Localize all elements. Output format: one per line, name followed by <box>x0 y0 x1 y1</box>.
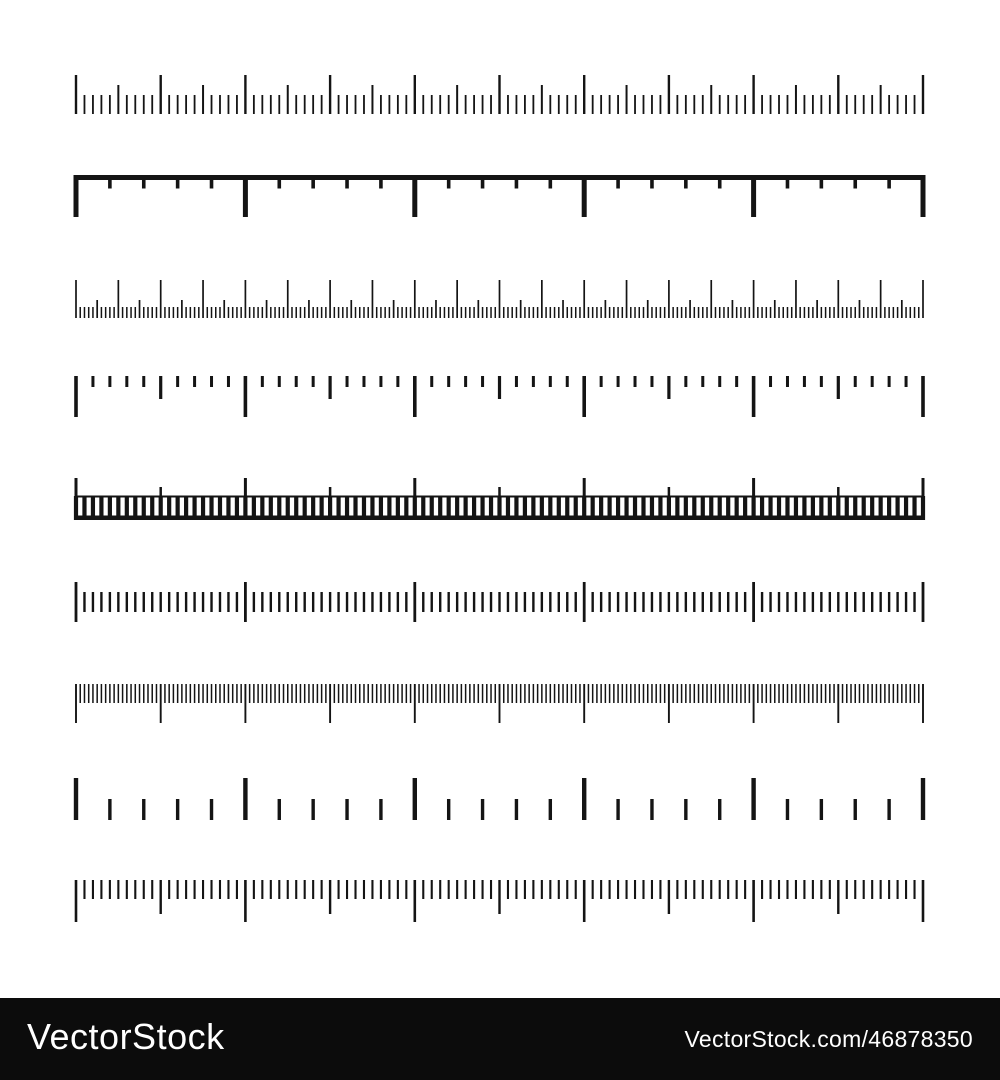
ruler-1 <box>75 75 924 114</box>
ruler-2 <box>74 175 926 217</box>
ruler-7 <box>75 684 924 723</box>
ruler-9 <box>75 880 925 922</box>
ruler-4 <box>74 376 925 417</box>
watermark-bar <box>0 998 1000 1080</box>
ruler-5 <box>74 478 925 520</box>
ruler-3 <box>75 280 924 318</box>
ruler-8 <box>74 778 925 820</box>
watermark-brand-text: VectorStock <box>27 1016 225 1057</box>
watermark-credit-text: VectorStock.com/46878350 <box>684 1025 973 1052</box>
ruler-6 <box>75 582 925 622</box>
